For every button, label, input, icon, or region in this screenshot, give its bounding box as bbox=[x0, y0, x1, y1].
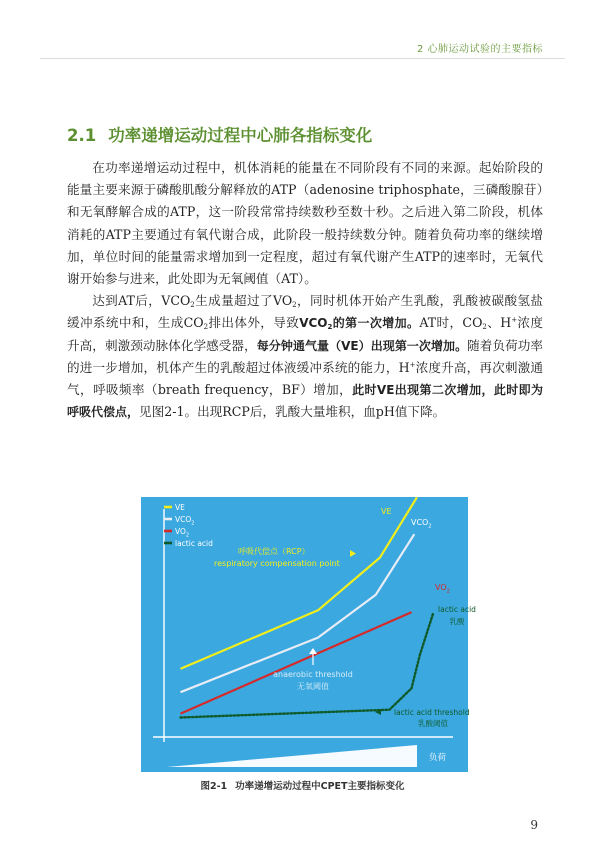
bold-ve-first-increase: 每分钟通气量（VE）出现第一次增加。 bbox=[256, 338, 468, 353]
running-header: 2 心肺运动试验的主要指标 bbox=[416, 44, 543, 55]
cpet-chart-svg bbox=[141, 497, 476, 772]
bold-vco2-increase: $VCO_2$的第一次增加。 bbox=[299, 316, 420, 332]
at-label-cn: 无氧阈值 bbox=[297, 682, 329, 691]
rcp-label-cn: 呼吸代偿点（RCP） bbox=[238, 547, 310, 556]
body-text bbox=[67, 157, 543, 423]
cpet-chart bbox=[141, 497, 476, 772]
ve-line-label: VE bbox=[381, 507, 392, 516]
series-line-vo2 bbox=[181, 612, 412, 713]
series-line-ve bbox=[181, 497, 418, 669]
legend-label-1: $VCO_2$ bbox=[175, 515, 195, 527]
legend-label-3: lactic acid bbox=[175, 539, 213, 548]
at-label-en: anaerobic threshold bbox=[273, 670, 353, 679]
section-title: 功率递增运动过程中心肺各指标变化 bbox=[108, 126, 373, 145]
figure-number: 图2-1 bbox=[200, 781, 228, 792]
bold-ve-second-increase: 此时VE出现第二次增加，此时即为呼吸代偿点， bbox=[67, 383, 543, 420]
legend-label-0: VE bbox=[175, 503, 185, 512]
section-heading bbox=[67, 122, 372, 146]
lat-label-cn: 乳酸阈值 bbox=[418, 719, 448, 728]
lactic-acid-line-label-cn: 乳酸 bbox=[449, 617, 465, 626]
vo2-line-label: $VO_2$ bbox=[435, 583, 450, 595]
header-divider bbox=[40, 58, 565, 59]
load-wedge bbox=[167, 745, 417, 767]
vco2-line-label: $VCO_2$ bbox=[411, 518, 432, 530]
rcp-arrow-icon bbox=[350, 550, 356, 557]
paragraph-2: 达到AT后，$VCO_2$生成量超过了$VO_2$，同时机体开始产生乳酸，乳酸被碳酸氢盐缓冲系统中和，生成$CO_2$排出体外，导致$VCO_2$的第一次增加。AT时，$CO_2$、H+浓度升高，刺激颈动脉体化学感受器，每分钟通气量（VE）出现第一次增加。随着负荷功率的进一步增加，机体产生的乳酸超过体液缓冲系统的能力，H+浓度升高，再次刺激通气，呼吸频率（breath frequency，BF）增加，此时VE出现第二次增加，此时即为呼吸代偿点，见图2-1。出现RCP后，乳酸大量堆积，血pH值下降。 bbox=[67, 293, 544, 420]
section-number: 2.1 bbox=[67, 126, 97, 145]
figure-caption bbox=[0, 778, 605, 792]
lat-label-en: lactic acid threshold bbox=[394, 708, 470, 717]
lactic-acid-line-label: lactic acid bbox=[438, 605, 476, 614]
rcp-label-en: respiratory compensation point bbox=[214, 559, 340, 568]
load-label: 负荷 bbox=[429, 753, 447, 763]
page-number: 9 bbox=[530, 818, 538, 832]
figure-caption-text: 功率递增运动过程中CPET主要指标变化 bbox=[235, 781, 405, 792]
legend-label-2: $VO_2$ bbox=[175, 527, 190, 539]
series-line-lactic-acid bbox=[181, 612, 434, 717]
at-arrow-icon bbox=[309, 648, 317, 654]
paragraph-1: 在功率递增运动过程中，机体消耗的能量在不同阶段有不同的来源。起始阶段的能量主要来源于磷酸肌酸分解释放的ATP（adenosine triphosphate，三磷酸腺苷）和无氧酵解合成的ATP，这一阶段常常持续数秒至数十秒。之后进入第二阶段，机体消耗的ATP主要通过有氧代谢合成，此阶段一般持续数分钟。随着负荷功率的继续增加，单位时间的能量需求增加到一定程度，超过有氧代谢产生ATP的速率时，无氧代谢开始参与进来，此处即为无氧阈值（AT）。 bbox=[67, 160, 543, 287]
